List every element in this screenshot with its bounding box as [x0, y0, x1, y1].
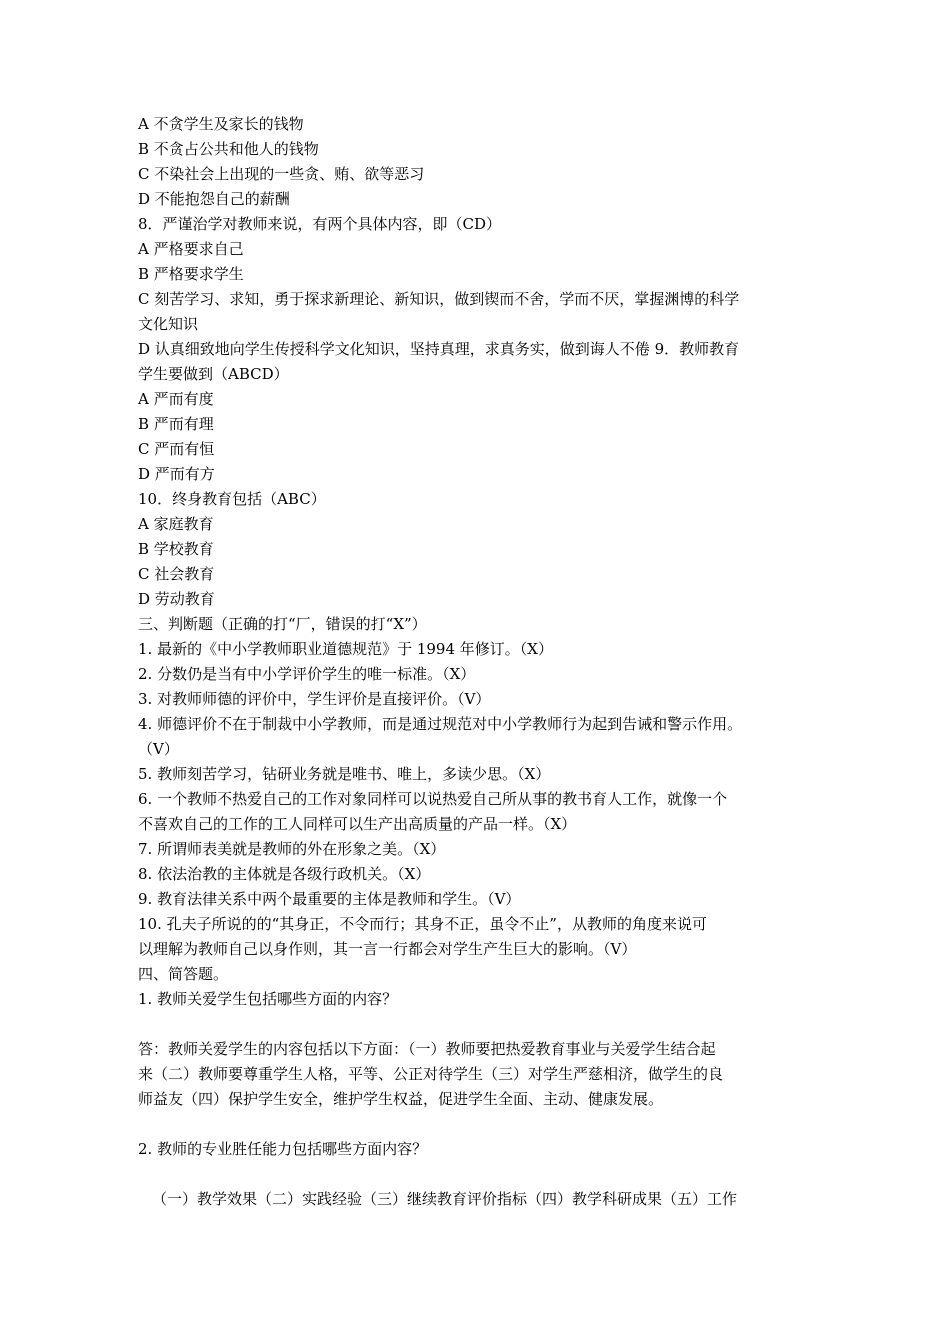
text-line: 2. 分数仍是当有中小学评价学生的唯一标准。（X）	[138, 665, 476, 683]
text-line: C 不染社会上出现的一些贪、贿、欲等恶习	[138, 165, 425, 183]
text-line: D 劳动教育	[138, 590, 215, 608]
text-line: 不喜欢自己的工作的工人同样可以生产出高质量的产品一样。（X）	[138, 815, 577, 833]
text-line: D 不能抱怨自己的薪酬	[138, 190, 290, 208]
question-line: 2. 教师的专业胜任能力包括哪些方面内容？	[138, 1140, 428, 1158]
text-line: 4. 师德评价不在于制裁中小学教师，而是通过规范对中小学教师行为起到告诫和警示作用。	[138, 715, 743, 733]
text-line: 5. 教师刻苦学习，钻研业务就是唯书、唯上，多读少思。（X）	[138, 765, 551, 783]
text-line: B 学校教育	[138, 540, 214, 558]
text-line: A 严格要求自己	[138, 240, 244, 258]
text-line: A 严而有度	[138, 390, 214, 408]
answer-line: 来（二）教师要尊重学生人格，平等、公正对待学生（三）对学生严慈相济，做学生的良	[138, 1065, 724, 1083]
section-heading: 三、判断题（正确的打“厂，错误的打“X”）	[138, 615, 427, 633]
text-line: D 认真细致地向学生传授科学文化知识，坚持真理，求真务实，做到诲人不倦 9．教师教育	[138, 340, 740, 358]
text-line: A 不贪学生及家长的钱物	[138, 115, 304, 133]
text-line: C 严而有恒	[138, 440, 215, 458]
text-line: 文化知识	[138, 315, 199, 333]
text-line: B 严格要求学生	[138, 265, 244, 283]
text-line: 学生要做到（ABCD）	[138, 365, 289, 383]
text-line: 以理解为教师自己以身作则，其一言一行都会对学生产生巨大的影响。（V）	[138, 940, 637, 958]
text-line: 8．严谨治学对教师来说，有两个具体内容，即（CD）	[138, 215, 502, 233]
question-line: 1. 教师关爱学生包括哪些方面的内容？	[138, 990, 398, 1008]
text-line: 9. 教育法律关系中两个最重要的主体是教师和学生。（V）	[138, 890, 521, 908]
text-line: 10. 孔夫子所说的的“其身正，不令而行；其身不正，虽令不止”，从教师的角度来说可	[138, 915, 707, 933]
text-line: （V）	[138, 740, 179, 758]
text-line: 7. 所谓师表美就是教师的外在形象之美。（X）	[138, 840, 446, 858]
answer-line: 答：教师关爱学生的内容包括以下方面：（一）教师要把热爱教育事业与关爱学生结合起	[138, 1040, 716, 1058]
text-line: B 不贪占公共和他人的钱物	[138, 140, 319, 158]
text-line: B 严而有理	[138, 415, 214, 433]
text-line: C 刻苦学习、求知，勇于探求新理论、新知识，做到锲而不舍，学而不厌，掌握渊博的科学	[138, 290, 740, 308]
text-line: 10．终身教育包括（ABC）	[138, 490, 326, 508]
answer-line: （一）教学效果（二）实践经验（三）继续教育评价指标（四）教学科研成果（五）工作	[152, 1190, 738, 1208]
text-line: D 严而有方	[138, 465, 215, 483]
text-line: A 家庭教育	[138, 515, 214, 533]
text-line: 6. 一个教师不热爱自己的工作对象同样可以说热爱自己所从事的教书育人工作，就像一个	[138, 790, 728, 808]
answer-line: 师益友（四）保护学生安全，维护学生权益，促进学生全面、主动、健康发展。	[138, 1090, 664, 1108]
text-line: 8. 依法治教的主体就是各级行政机关。（X）	[138, 865, 431, 883]
text-line: 1. 最新的《中小学教师职业道德规范》于 1994 年修订。（X）	[138, 640, 553, 658]
text-line: C 社会教育	[138, 565, 215, 583]
section-heading: 四、简答题。	[138, 965, 229, 983]
text-line: 3. 对教师师德的评价中，学生评价是直接评价。（V）	[138, 690, 491, 708]
